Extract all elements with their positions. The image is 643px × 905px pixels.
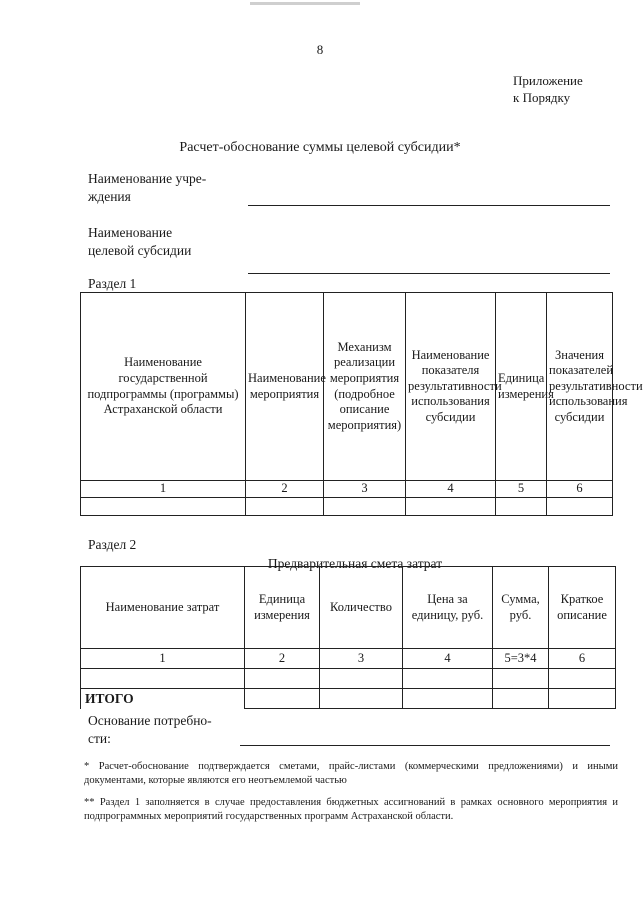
section-1-number-row <box>81 481 613 498</box>
s2-number-cell: 4 <box>403 649 493 669</box>
footnote-1: * Расчет-обоснование подтверждается сметами, прайс-листами (коммерческими предложениями) и иными документами, которые являются его неотъемлемой частью <box>84 761 618 786</box>
s1-empty-cell[interactable] <box>496 498 547 516</box>
s1-empty-cell[interactable] <box>324 498 406 516</box>
scan-artifact <box>250 2 360 5</box>
estimate-subtitle: Предварительная смета затрат <box>267 556 443 571</box>
s2-number-cell: 3 <box>320 649 403 669</box>
section-1-label: Раздел 1 <box>88 276 137 291</box>
s2-header-price: Цена за единицу, руб. <box>403 567 493 649</box>
s2-number-cell: 2 <box>245 649 320 669</box>
basis-label-line-1: Основание потребно- <box>88 713 212 728</box>
total-label: ИТОГО <box>81 689 245 709</box>
s2-empty-cell[interactable] <box>245 669 320 689</box>
subsidy-label <box>88 224 191 260</box>
section-2-total-row <box>81 689 616 709</box>
s2-total-cell[interactable] <box>493 689 549 709</box>
appendix-line-1: Приложение <box>513 73 583 88</box>
s1-number-cell: 1 <box>81 481 246 498</box>
section-2-number-row <box>81 649 616 669</box>
section-2-header-row <box>81 567 616 649</box>
s2-header-description: Краткое описание <box>549 567 616 649</box>
s2-number-cell: 5=3*4 <box>493 649 549 669</box>
footnote-2: ** Раздел 1 заполняется в случае предоставления бюджетных ассигнований в рамках основного мероприятия и подпрограммных мероприятий государственных программ Астраханской области. <box>84 797 618 822</box>
section-2-table <box>80 566 616 709</box>
institution-label-line-2: ждения <box>88 189 131 204</box>
s2-empty-cell[interactable] <box>81 669 245 689</box>
s1-number-cell: 3 <box>324 481 406 498</box>
subsidy-input-line[interactable] <box>248 273 610 274</box>
page-number: 8 <box>316 42 324 57</box>
s2-empty-cell[interactable] <box>403 669 493 689</box>
institution-input-line[interactable] <box>248 205 610 206</box>
institution-label-line-1: Наименование учре- <box>88 171 207 186</box>
s1-empty-cell[interactable] <box>81 498 246 516</box>
section-1-table <box>80 292 643 516</box>
s2-header-cost-name: Наименование затрат <box>81 567 245 649</box>
s1-header-unit: Единица измерения <box>496 293 547 481</box>
section-2-empty-row <box>81 669 616 689</box>
s2-header-sum: Сумма, руб. <box>493 567 549 649</box>
s2-empty-cell[interactable] <box>493 669 549 689</box>
s2-total-cell[interactable] <box>245 689 320 709</box>
s1-header-event: Наименование мероприятия <box>246 293 324 481</box>
institution-label <box>88 170 206 206</box>
s1-header-indicator: Наименование показателя результативности использования субсидии <box>406 293 496 481</box>
s2-empty-cell[interactable] <box>320 669 403 689</box>
section-1-header-row <box>81 293 613 481</box>
appendix-line-2: к Порядку <box>513 90 571 105</box>
section-1-empty-row <box>81 498 613 516</box>
appendix-header <box>513 72 583 106</box>
s2-number-cell: 6 <box>549 649 616 669</box>
s1-header-mechanism: Механизм реализации мероприятия (подробное описание мероприятия) <box>324 293 406 481</box>
s1-number-cell: 6 <box>547 481 613 498</box>
section-2-label: Раздел 2 <box>88 537 137 552</box>
s2-number-cell: 1 <box>81 649 245 669</box>
document-title: Расчет-обоснование суммы целевой субсидии* <box>179 140 461 155</box>
s1-number-cell: 4 <box>406 481 496 498</box>
s2-total-cell[interactable] <box>549 689 616 709</box>
s2-total-cell[interactable] <box>320 689 403 709</box>
basis-input-line[interactable] <box>240 745 610 746</box>
s2-empty-cell[interactable] <box>549 669 616 689</box>
s2-header-quantity: Количество <box>320 567 403 649</box>
s1-empty-cell[interactable] <box>246 498 324 516</box>
s2-header-unit: Единица измерения <box>245 567 320 649</box>
s1-header-values: Значения показателей результативности использования субсидии <box>547 293 613 481</box>
subsidy-label-line-2: целевой субсидии <box>88 243 192 258</box>
basis-label-line-2: сти: <box>88 731 111 746</box>
s2-total-cell[interactable] <box>403 689 493 709</box>
subsidy-label-line-1: Наименование <box>88 225 173 240</box>
s1-number-cell: 5 <box>496 481 547 498</box>
basis-label <box>88 712 212 748</box>
s1-empty-cell[interactable] <box>547 498 613 516</box>
s1-number-cell: 2 <box>246 481 324 498</box>
s1-empty-cell[interactable] <box>406 498 496 516</box>
s1-header-program: Наименование государственной подпрограммы (программы) Астраханской области <box>81 293 246 481</box>
